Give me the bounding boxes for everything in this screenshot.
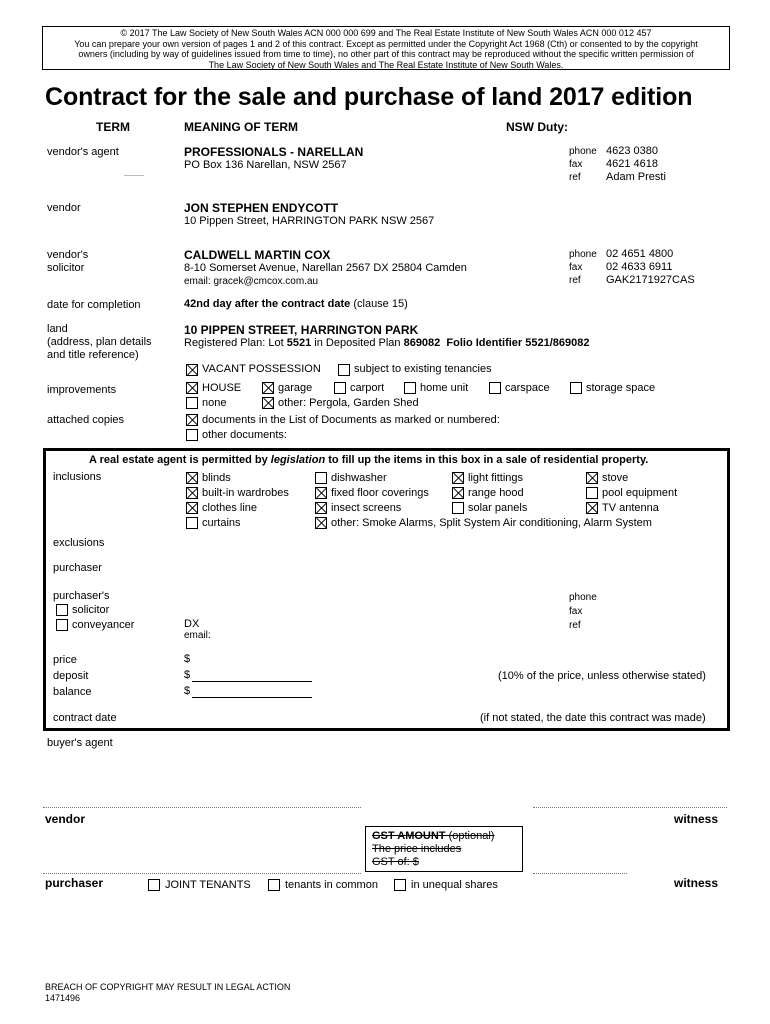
purchaser-label: purchaser xyxy=(53,562,102,574)
gst-amount-label: GST AMOUNT xyxy=(372,830,446,842)
vendors-solicitor-email: email: gracek@cmcox.com.au xyxy=(184,276,319,287)
completion-row xyxy=(184,298,408,311)
inclusions-label: inclusions xyxy=(53,471,102,483)
land-label-1: land xyxy=(47,323,68,335)
pool-equipment-label: pool equipment xyxy=(602,487,678,499)
deposit-note: (10% of the price, unless otherwise stated) xyxy=(498,670,706,682)
land-label-2: (address, plan details xyxy=(47,336,152,348)
vendors-solicitor-fax-label: fax xyxy=(569,262,583,273)
vendors-solicitor-ref-label: ref xyxy=(569,275,581,286)
light-fittings-checkbox[interactable] xyxy=(452,472,464,484)
range-hood-checkbox[interactable] xyxy=(452,487,464,499)
storage-space-label: storage space xyxy=(586,382,656,394)
vendors-solicitor-fax: 02 4633 6911 xyxy=(606,261,673,273)
vendors-agent-name: PROFESSIONALS - NARELLAN xyxy=(184,145,364,159)
light-fittings-label: light fittings xyxy=(468,472,524,484)
vendors-solicitor-phone: 02 4651 4800 xyxy=(606,248,674,260)
agent-box-heading-post: to fill up the items in this box in a sale of residential property. xyxy=(328,454,649,466)
page-title: Contract for the sale and purchase of land 2017 edition xyxy=(45,83,693,111)
document-code: 1471496 xyxy=(45,993,81,1003)
existing-tenancies-checkbox[interactable] xyxy=(338,364,350,376)
land-plan-number: 869082 xyxy=(403,337,441,349)
price-label: price xyxy=(53,654,77,666)
improvements-other-checkbox[interactable] xyxy=(262,397,274,409)
tv-antenna-checkbox[interactable] xyxy=(586,502,598,514)
built-in-wardrobes-label: built-in wardrobes xyxy=(202,487,289,499)
garage-label: garage xyxy=(278,382,313,394)
clothes-line-label: clothes line xyxy=(202,502,258,514)
blinds-label: blinds xyxy=(202,472,231,484)
vendors-solicitor-phone-label: phone xyxy=(569,249,597,260)
other-documents-checkbox[interactable] xyxy=(186,429,198,441)
purchaser-phone-label: phone xyxy=(569,592,597,603)
gst-includes-label: The price includes xyxy=(372,843,462,855)
vendors-solicitor-ref: GAK2171927CAS xyxy=(606,274,695,286)
agent-box-heading xyxy=(89,454,648,467)
joint-tenants-label: JOINT TENANTS xyxy=(165,879,251,891)
vendors-solicitor-address: 8-10 Somerset Avenue, Narellan 2567 DX 25804 Camden xyxy=(184,262,467,274)
clothes-line-checkbox[interactable] xyxy=(186,502,198,514)
land-plan-mid: in Deposited Plan xyxy=(314,337,401,349)
vendor-name: JON STEPHEN ENDYCOTT xyxy=(184,201,339,215)
blinds-checkbox[interactable] xyxy=(186,472,198,484)
buyers-agent-label: buyer's agent xyxy=(47,737,113,749)
purchaser-witness-label: witness xyxy=(674,876,719,890)
meaning-header: MEANING OF TERM xyxy=(184,120,298,134)
stove-label: stove xyxy=(602,472,629,484)
land-plan-row xyxy=(184,337,590,350)
attached-copies-label: attached copies xyxy=(47,414,125,426)
improvements-none-label: none xyxy=(202,397,227,409)
copyright-notice xyxy=(42,26,730,70)
land-folio: 5521/869082 xyxy=(525,337,590,349)
purchaser-witness-line xyxy=(533,873,627,874)
built-in-wardrobes-checkbox[interactable] xyxy=(186,487,198,499)
vendor-signature-line xyxy=(43,807,361,808)
gst-optional-label: (optional) xyxy=(448,830,495,842)
land-address: 10 PIPPEN STREET, HARRINGTON PARK xyxy=(184,323,419,337)
solar-panels-checkbox[interactable] xyxy=(452,502,464,514)
completion-clause: (clause 15) xyxy=(353,298,408,310)
fixed-floor-coverings-label: fixed floor coverings xyxy=(331,487,429,499)
improvements-label: improvements xyxy=(47,384,117,396)
documents-checkbox[interactable] xyxy=(186,414,198,426)
vendors-solicitor-label-1: vendor's xyxy=(47,249,89,261)
insect-screens-checkbox[interactable] xyxy=(315,502,327,514)
stove-checkbox[interactable] xyxy=(586,472,598,484)
curtains-checkbox[interactable] xyxy=(186,517,198,529)
purchaser-conveyancer-checkbox[interactable] xyxy=(56,619,68,631)
purchaser-ref-label: ref xyxy=(569,620,581,631)
existing-tenancies-label: subject to existing tenancies xyxy=(354,363,492,375)
fixed-floor-coverings-checkbox[interactable] xyxy=(315,487,327,499)
completion-value: 42nd day after the contract date xyxy=(184,298,351,310)
contract-date-label: contract date xyxy=(53,712,117,724)
purchaser-solicitor-checkbox[interactable] xyxy=(56,604,68,616)
vendors-agent-ref-label: ref xyxy=(569,172,581,183)
range-hood-label: range hood xyxy=(468,487,524,499)
gst-of-label: GST of: $ xyxy=(372,856,419,868)
carspace-label: carspace xyxy=(505,382,550,394)
balance-line xyxy=(192,697,312,698)
vendor-label: vendor xyxy=(47,202,81,214)
copyright-warning: BREACH OF COPYRIGHT MAY RESULT IN LEGAL ACTION xyxy=(45,982,291,992)
deposit-dollar: $ xyxy=(184,669,191,681)
carspace-checkbox[interactable] xyxy=(489,382,501,394)
land-lot: 5521 xyxy=(286,337,312,349)
deposit-line xyxy=(192,681,312,682)
joint-tenants-checkbox[interactable] xyxy=(148,879,160,891)
copyright-line-3: owners (including by way of guidelines issued from time to time), no other part of this contract may be reproduced without the specific written permission of xyxy=(78,49,694,59)
vacant-possession-label: VACANT POSSESSION xyxy=(202,363,321,375)
vendors-agent-label: vendor's agent xyxy=(47,146,119,158)
vendor-address: 10 Pippen Street, HARRINGTON PARK NSW 2567 xyxy=(184,215,435,227)
unequal-shares-label: in unequal shares xyxy=(411,879,498,891)
completion-label: date for completion xyxy=(47,299,141,311)
purchaser-fax-label: fax xyxy=(569,606,583,617)
vendors-solicitor-label-2: solicitor xyxy=(47,262,85,274)
balance-label: balance xyxy=(53,686,92,698)
carport-checkbox[interactable] xyxy=(334,382,346,394)
balance-dollar: $ xyxy=(184,685,191,697)
vendor-witness-label: witness xyxy=(674,812,719,826)
home-unit-checkbox[interactable] xyxy=(404,382,416,394)
vendors-agent-phone-label: phone xyxy=(569,146,597,157)
solar-panels-label: solar panels xyxy=(468,502,528,514)
pool-equipment-checkbox[interactable] xyxy=(586,487,598,499)
copyright-line-4: The Law Society of New South Wales and The Real Estate Institute of New South Wales. xyxy=(208,59,564,70)
purchaser-solicitor-label: solicitor xyxy=(72,604,110,616)
vendors-agent-ref: Adam Presti xyxy=(606,171,666,183)
vendors-agent-address: PO Box 136 Narellan, NSW 2567 xyxy=(184,159,347,171)
agent-box-heading-emphasis: legislation xyxy=(270,454,326,466)
agent-box-heading-pre: A real estate agent is permitted by xyxy=(89,454,268,466)
vendors-solicitor-name: CALDWELL MARTIN COX xyxy=(184,248,331,262)
inclusions-other-checkbox[interactable] xyxy=(315,517,327,529)
deposit-label: deposit xyxy=(53,670,89,682)
dishwasher-checkbox[interactable] xyxy=(315,472,327,484)
tenants-in-common-label: tenants in common xyxy=(285,879,378,891)
nsw-duty-header: NSW Duty: xyxy=(506,120,568,134)
other-documents-label: other documents: xyxy=(202,429,287,441)
purchaser-email-label: email: xyxy=(184,630,211,641)
tv-antenna-label: TV antenna xyxy=(602,502,659,514)
home-unit-label: home unit xyxy=(420,382,469,394)
gst-box xyxy=(365,826,523,872)
purchaser-signature-label: purchaser xyxy=(45,876,104,890)
copyright-line-1: © 2017 The Law Society of New South Wales ACN 000 000 699 and The Real Estate Institute of New South Wales ACN 000 012 457 xyxy=(120,28,652,38)
land-plan-prefix: Registered Plan: Lot xyxy=(184,337,284,349)
garage-checkbox[interactable] xyxy=(262,382,274,394)
vendors-agent-fax: 4621 4618 xyxy=(606,158,658,170)
carport-label: carport xyxy=(350,382,385,394)
vendors-agent-fax-label: fax xyxy=(569,159,583,170)
exclusions-label: exclusions xyxy=(53,537,105,549)
contract-date-note: (if not stated, the date this contract was made) xyxy=(480,712,706,724)
vendor-signature-label: vendor xyxy=(45,812,86,826)
land-label-3: and title reference) xyxy=(47,349,139,361)
house-label: HOUSE xyxy=(202,382,242,394)
purchaser-dx-label: DX xyxy=(184,618,200,630)
improvements-other-label: other: Pergola, Garden Shed xyxy=(278,397,419,409)
vendor-witness-line xyxy=(533,807,727,808)
unequal-shares-checkbox[interactable] xyxy=(394,879,406,891)
house-checkbox[interactable] xyxy=(186,382,198,394)
improvements-none-checkbox[interactable] xyxy=(186,397,198,409)
curtains-label: curtains xyxy=(202,517,241,529)
land-folio-label: Folio Identifier xyxy=(446,337,523,349)
vendors-agent-phone: 4623 0380 xyxy=(606,145,658,157)
term-header: TERM xyxy=(96,120,130,134)
tenants-in-common-checkbox[interactable] xyxy=(268,879,280,891)
vacant-possession-checkbox[interactable] xyxy=(186,364,198,376)
storage-space-checkbox[interactable] xyxy=(570,382,582,394)
dishwasher-label: dishwasher xyxy=(331,472,387,484)
documents-label: documents in the List of Documents as marked or numbered: xyxy=(202,414,500,426)
vendors-agent-divider xyxy=(124,175,144,176)
price-dollar: $ xyxy=(184,653,191,665)
purchasers-label: purchaser's xyxy=(53,590,110,602)
insect-screens-label: insect screens xyxy=(331,502,402,514)
purchaser-signature-line xyxy=(43,873,361,874)
inclusions-other-label: other: Smoke Alarms, Split System Air conditioning, Alarm System xyxy=(331,517,652,529)
copyright-line-2: You can prepare your own version of pages 1 and 2 of this contract. Except as permitted under the Copyright Act 1968 (Cth) or consented to by the copyright xyxy=(74,38,698,49)
purchaser-conveyancer-label: conveyancer xyxy=(72,619,135,631)
